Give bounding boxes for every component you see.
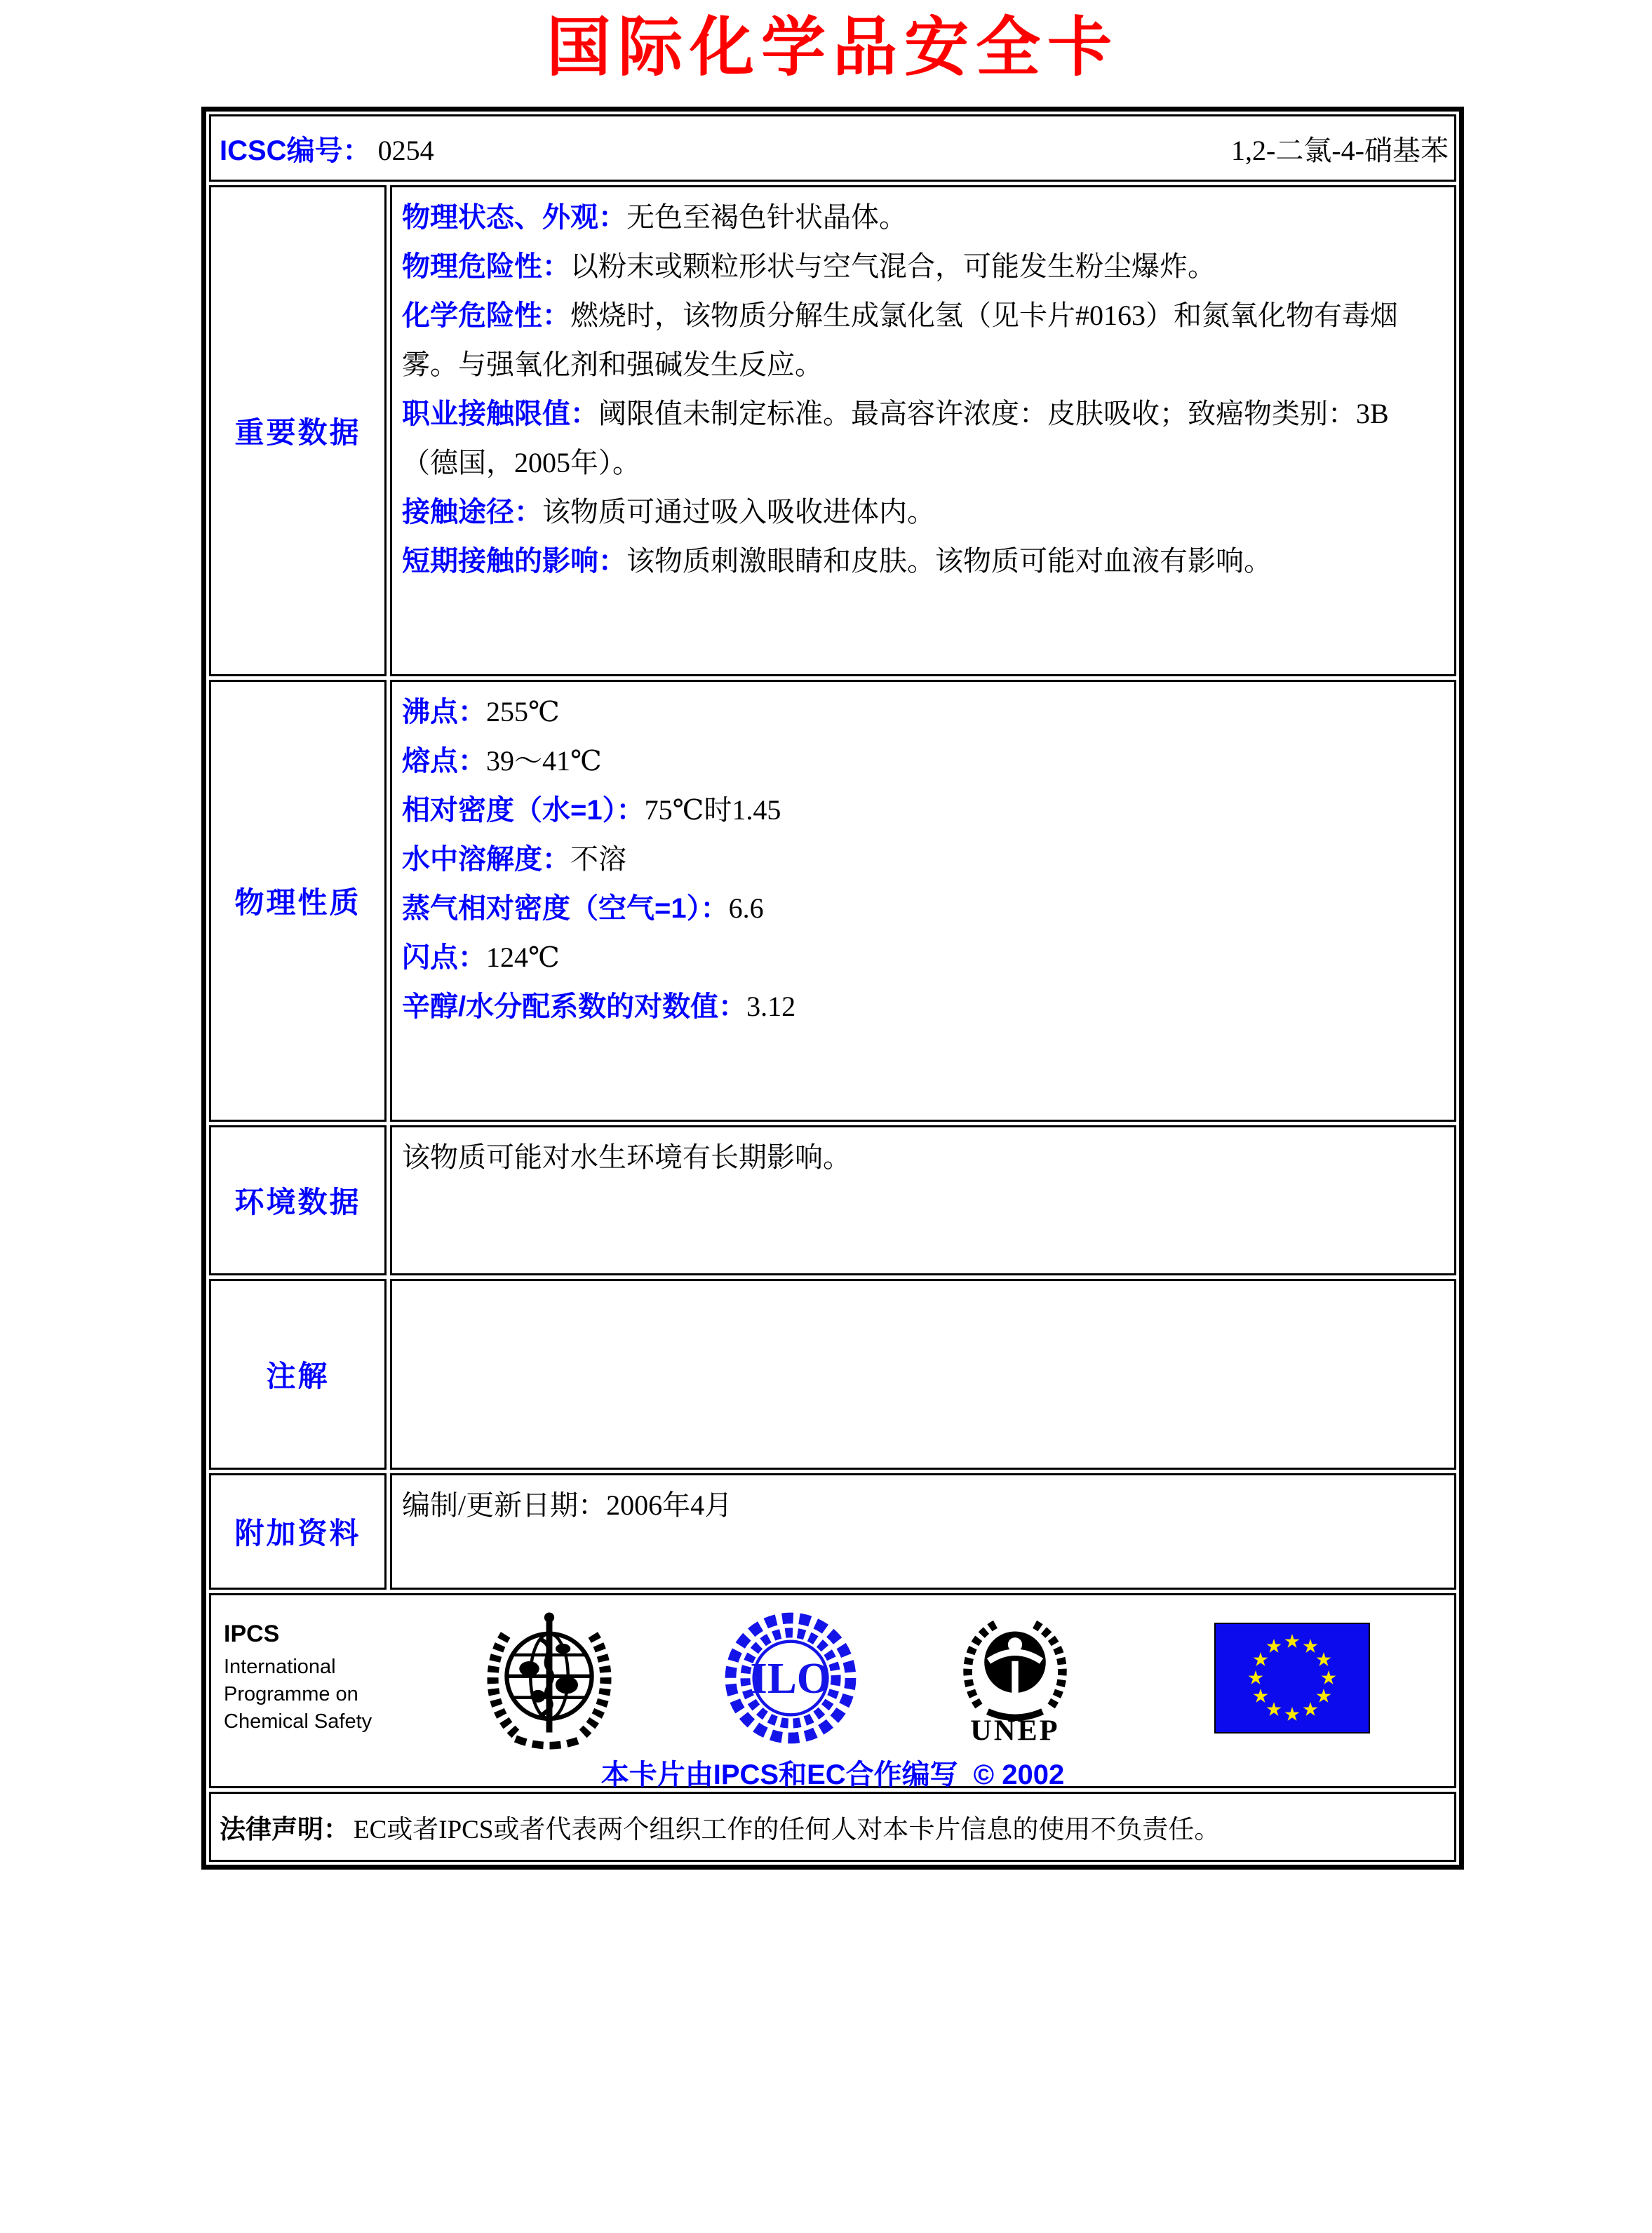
row-label-important-data: 重要数据 [209,185,387,676]
logos-cell [209,1593,1456,1788]
field-label: 熔点： [402,746,486,777]
copyright-text: © 2002 [973,1759,1065,1790]
eu-flag-icon [1214,1623,1370,1734]
legal-label: 法律声明： [220,1815,349,1844]
field-value: 燃烧时，该物质分解生成氯化氢（见卡片#0163）和氮氧化物有毒烟雾。与强氧化剂和强碱发生反应。 [402,300,1398,380]
credit-text: 本卡片由IPCS和EC合作编写 [600,1759,958,1790]
physical-properties-content [390,680,1456,1122]
ipcs-line2: Programme on [224,1683,358,1705]
important-data-content [390,185,1456,676]
section-notes [209,1279,1456,1470]
field-label: 水中溶解度： [402,844,570,875]
field-relative-density [402,786,1443,835]
row-label-environmental-data: 环境数据 [209,1125,387,1275]
section-important-data [209,185,1456,676]
field-vapor-density [402,884,1443,933]
field-update-date: 编制/更新日期：2006年4月 [402,1489,733,1521]
field-physical-state [402,193,1443,242]
field-value: 以粉末或颗粒形状与空气混合，可能发生粉尘爆炸。 [570,250,1216,282]
field-label: 相对密度（水=1）： [402,795,645,826]
field-chemical-hazard [402,291,1443,389]
who-logo-icon [481,1605,618,1751]
field-value: 39～41℃ [486,745,602,777]
ipcs-line1: International [224,1656,336,1678]
environmental-data-content [390,1125,1456,1275]
header-row [209,114,1456,182]
ipcs-acronym: IPCS [224,1621,280,1647]
field-value: 75℃时1.45 [644,794,781,826]
unep-logo-icon [955,1609,1075,1747]
field-value: 该物质可通过吸入吸收进体内。 [542,496,935,528]
field-label: 物理危险性： [402,251,570,282]
section-environmental-data [209,1125,1456,1275]
field-melting-point [402,737,1443,786]
field-value: 阈限值未制定标准。最高容许浓度：皮肤吸收；致癌物类别：3B（德国，2005年）。 [402,398,1389,478]
field-label: 职业接触限值： [402,398,598,429]
additional-info-content [390,1473,1456,1590]
row-label-additional-info: 附加资料 [209,1473,387,1590]
icsc-number-group [220,128,434,168]
field-value: 6.6 [728,892,764,924]
field-physical-hazard [402,242,1443,291]
section-physical-properties [209,680,1456,1122]
logos-strip [211,1595,1454,1751]
field-flash-point [402,933,1443,982]
notes-content [390,1279,1456,1470]
row-label-notes: 注解 [209,1279,387,1470]
field-value: 不溶 [570,843,626,875]
legal-cell [209,1792,1456,1862]
credit-line [211,1752,1454,1792]
icsc-card-table [201,107,1464,1870]
field-value: 该物质刺激眼睛和皮肤。该物质可能对血液有影响。 [626,545,1272,577]
row-label-physical-properties: 物理性质 [209,680,387,1122]
field-exposure-limit [402,389,1443,488]
header-cell [209,114,1456,182]
icsc-number-label: ICSC编号： [220,135,371,166]
field-label: 蒸气相对密度（空气=1）： [402,893,729,924]
unep-logo-text: UNEP [970,1714,1060,1747]
field-short-term-effects [402,537,1443,586]
field-label: 短期接触的影响： [402,546,626,577]
section-logos [209,1593,1456,1788]
field-water-solubility [402,835,1443,884]
chemical-name: 1,2-二氯-4-硝基苯 [1231,134,1449,166]
legal-text: EC或者IPCS或者代表两个组织工作的任何人对本卡片信息的使用不负责任。 [354,1816,1221,1844]
field-label: 辛醇/水分配系数的对数值： [402,991,747,1022]
section-legal [209,1792,1456,1862]
field-log-pow [402,982,1443,1031]
field-value: 255℃ [486,696,560,727]
field-value: 无色至褐色针状晶体。 [626,201,907,233]
ipcs-block [224,1621,419,1736]
icsc-number-value: 0254 [377,134,434,166]
field-value: 124℃ [486,941,560,973]
field-label: 化学危险性： [402,300,570,331]
field-env-effect: 该物质可能对水生环境有长期影响。 [402,1141,851,1173]
field-label: 接触途径： [402,497,542,528]
field-label: 物理状态、外观： [402,202,626,233]
field-boiling-point [402,688,1443,737]
ilo-logo-text: ILO [750,1653,831,1703]
ilo-logo-icon [723,1611,858,1745]
field-label: 闪点： [402,942,486,973]
field-label: 沸点： [402,697,486,727]
field-value: 3.12 [746,991,796,1022]
page-title: 国际化学品安全卡 [546,12,1119,83]
section-additional-info [209,1473,1456,1590]
field-exposure-route [402,488,1443,537]
ipcs-line3: Chemical Safety [224,1710,372,1733]
